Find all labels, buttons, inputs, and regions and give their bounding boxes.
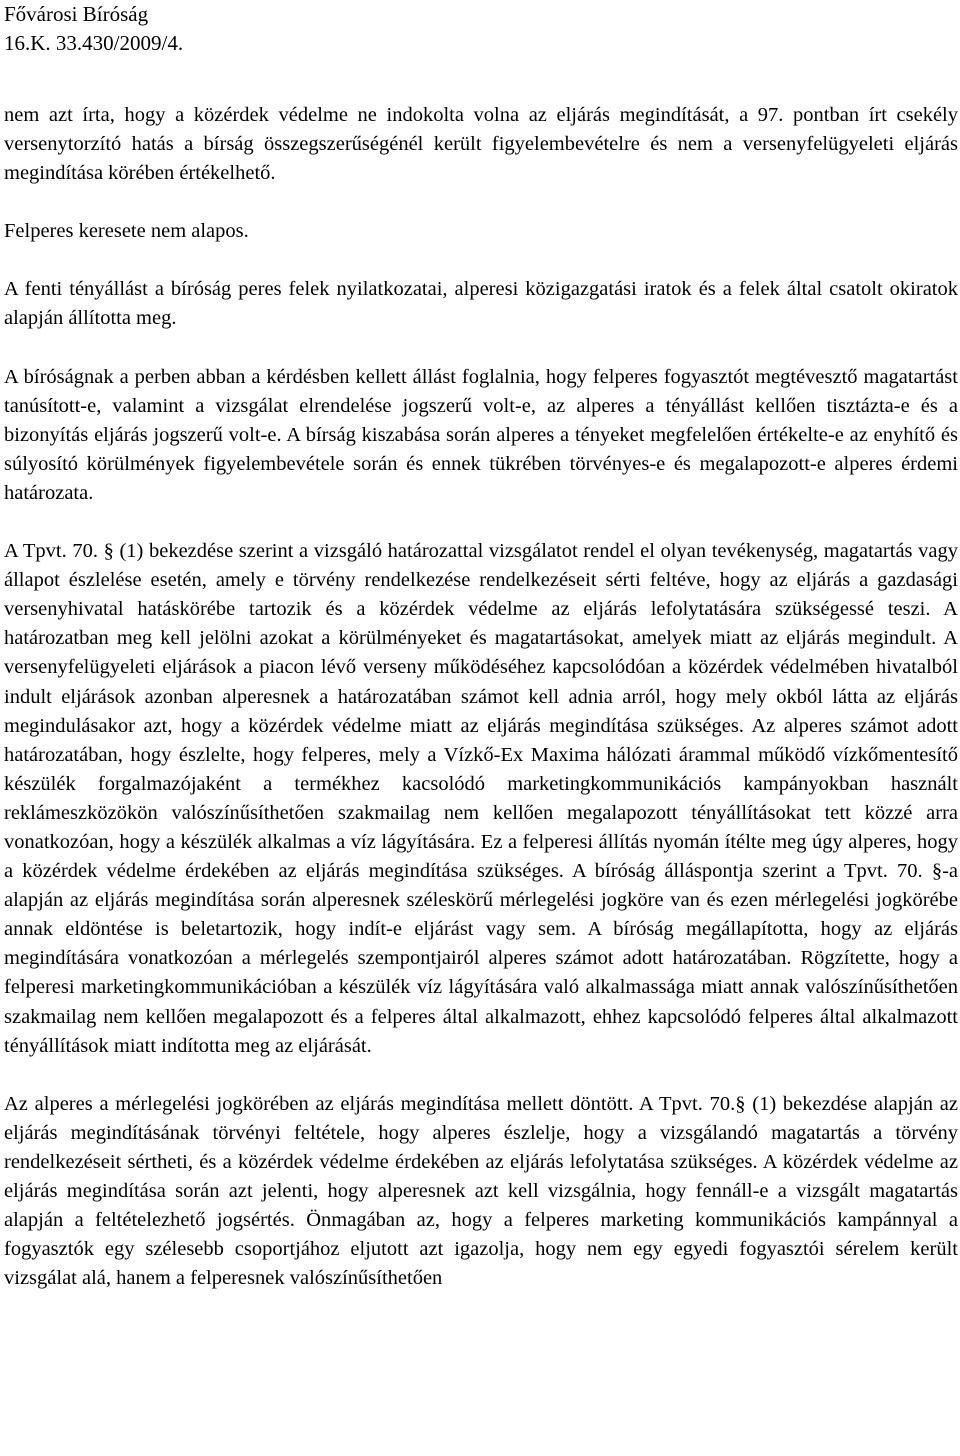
case-number: 16.K. 33.430/2009/4. bbox=[4, 31, 184, 55]
document-page bbox=[4, 0, 958, 1293]
paragraph: Az alperes a mérlegelési jogkörében az eljárás megindítása mellett döntött. A Tpvt. 70.§ (1) bekezdése alapján az eljárás megindításának törvényi feltétele, hogy alperes észlelje, hogy a vizsgálandó magatartás a törvény rendelkezéseit sértheti, és a közérdek védelme érdekében az eljárás lefolytatása szükséges. A közérdek védelme az eljárás megindítása során azt jelenti, hogy alperesnek azt kell vizsgálnia, hogy fennáll-e a vizsgált magatartás alapján a feltételezhető jogsértés. Önmagában az, hogy a felperes marketing kommunikációs kampánnyal a fogyasztók egy szélesebb csoportjához eljutott azt igazolja, hogy nem egy egyedi fogyasztói sérelem került vizsgálat alá, hanem a felperesnek valószínűsíthetően bbox=[4, 1092, 958, 1290]
paragraph: A bíróságnak a perben abban a kérdésben kellett állást foglalnia, hogy felperes fogyasztót megtévesztő magatartást tanúsított-e, valamint a vizsgálat elrendelése jogszerű volt-e, az alperes a tényállást kellően tisztázta-e és a bizonyítás eljárás jogszerű volt-e. A bírság kiszabása során alperes a tényeket megfelelően értékelte-e az enyhítő és súlyosító körülmények figyelembevétele során és ennek tükrében törvényes-e és megalapozott-e alperes érdemi határozata. bbox=[4, 365, 958, 504]
document-header bbox=[4, 0, 958, 58]
paragraph: A Tpvt. 70. § (1) bekezdése szerint a vizsgáló határozattal vizsgálatot rendel el olyan tevékenység, magatartás vagy állapot észlelése esetén, amely e törvény rendelkezése rendelkezéseit sérti feltéve, hogy az eljárás a gazdasági versenyhivatal hatáskörébe tartozik és a közérdek védelme az eljárás lefolytatására szükségessé teszi. A határozatban meg kell jelölni azokat a körülményeket és magatartásokat, amelyek miatt az eljárás megindult. A versenyfelügyeleti eljárások a piacon lévő verseny működéséhez kapcsolódóan a közérdek védelmében hivatalból indult eljárások azonban alperesnek a határozatában számot kell adnia arról, hogy mely okból látta az eljárás megindulásakor azt, hogy a közérdek védelme miatt az eljárás megindítása szükséges. Az alperes számot adott határozatában, hogy észlelte, hogy felperes, mely a Vízkő-Ex Maxima hálózati árammal működő vízkőmentesítő készülék forgalmazójaként a termékhez kacsolódó marketingkommunikációs kampányokban használt reklámeszközökön valószínűsíthetően szakmailag nem kellően megalapozott tényállításokat tett közzé arra vonatkozóan, hogy a készülék alkalmas a víz lágyítására. Ez a felperesi állítás nyomán ítélte meg úgy alperes, hogy a közérdek védelme érdekében az eljárás megindítása szükséges. A bíróság álláspontja szerint a Tpvt. 70. §-a alapján az eljárás megindítása során alperesnek széleskörű mérlegelési jogköre van és ezen mérlegelési jogkörébe annak eldöntése is beletartozik, hogy indít-e eljárást vagy sem. A bíróság megállapította, hogy az eljárás megindítására vonatkozóan a mérlegelés szempontjairól alperes számot adott határozatában. Rögzítette, hogy a felperesi marketingkommunikációban a készülék víz lágyítására való alkalmassága miatt annak valószínűsíthetően szakmailag nem kellően megalapozott és a felperes által alkalmazott, ehhez kapcsolódó felperes által alkalmazott tényállítások miatt indította meg az eljárását. bbox=[4, 540, 958, 1057]
paragraph: A fenti tényállást a bíróság peres felek nyilatkozatai, alperesi közigazgatási iratok és a felek által csatolt okiratok alapján állította meg. bbox=[4, 278, 958, 330]
court-name: Fővárosi Bíróság bbox=[4, 2, 149, 26]
paragraph: Felperes keresete nem alapos. bbox=[4, 220, 249, 243]
paragraph: nem azt írta, hogy a közérdek védelme ne indokolta volna az eljárás megindítását, a 97. pontban írt csekély versenytorzító hatás a bírság összegszerűségénél került figyelembevételre és nem a versenyfelügyeleti eljárás megindítása körében értékelhető. bbox=[4, 104, 958, 185]
